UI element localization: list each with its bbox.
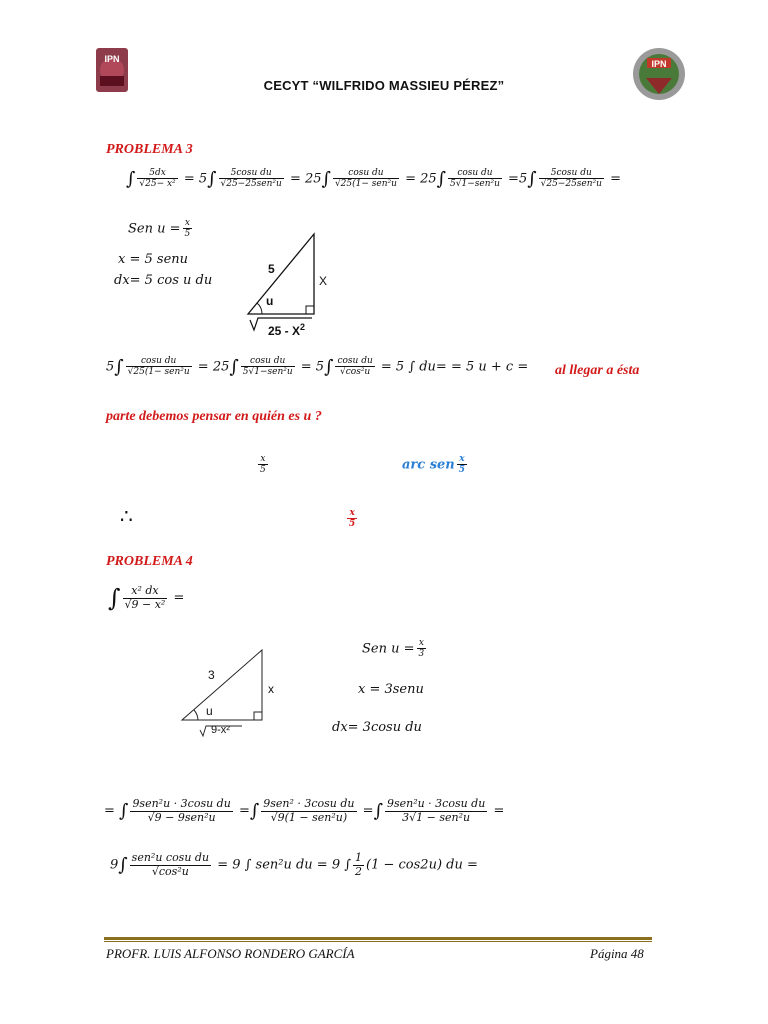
footer-divider-thin — [104, 941, 652, 942]
problema-4-triangle — [178, 646, 278, 742]
problema-3-fraction-b: $\frac{x}{5}$ — [349, 508, 356, 530]
svg-text:IPN: IPN — [651, 59, 667, 69]
problema-3-equation-1: ∫ $\frac{5dx}{\text{√25− x²}}$ = 5∫ $\frac{\text{5cosu du}}{\text{√25−25sen²u}}$ = 25∫ $\frac{\text{cosu du}}{\text{√25(1− sen²u}}$ = 25∫ $\frac{\text{cosu du}}{\text{5√1−sen²u}}$ =5∫ $\frac{\text{5cosu du}}{\text{√25−25sen²u}}$ = — [126, 168, 621, 190]
triangle-2-opposite-label: x — [268, 682, 274, 696]
problema-3-substitution-x: x = 5 senu — [118, 252, 189, 267]
triangle-hypotenuse-label: 5 — [268, 262, 275, 276]
triangle-2-hypotenuse-label: 3 — [208, 668, 215, 682]
problema-4-equation-3: 9∫ $\frac{\text{sen²u cosu du}}{\text{√cos²u}}$ = 9 ∫ sen²u du = 9 ∫ $\frac{1}{2}$ (1 − cos2u) du = — [110, 851, 478, 878]
problema-3-arc-sen: arc sen $\frac{x}{5}$ — [402, 454, 466, 476]
problema-4-title: PROBLEMA 4 — [106, 554, 193, 569]
problema-3-equation-2: 5∫ $\frac{\text{cosu du}}{\text{√25(1− sen²u}}$ = 25∫ $\frac{\text{cosu du}}{\text{5√1−sen²u}}$ = 5∫ $\frac{\text{cosu du}}{\text{√cos²u}}$ = 5 ∫ du= = 5 u + c = — [106, 356, 529, 378]
problema-4-substitution-sen: Sen u = $\frac{x}{3}$ — [362, 638, 425, 660]
footer-author: PROFR. LUIS ALFONSO RONDERO GARCÍA — [106, 946, 355, 961]
triangle-adjacent-label: $25 - X^2$ — [268, 322, 306, 338]
footer-divider-thick — [104, 937, 652, 940]
problema-4-substitution-x: x = 3senu — [358, 682, 424, 697]
triangle-2-adjacent-label: 9-x² — [211, 724, 230, 736]
page-header-title: CECYT “WILFRIDO MASSIEU PÉREZ” — [263, 78, 505, 93]
problema-3-title: PROBLEMA 3 — [106, 142, 193, 157]
problema-3-note-1: al llegar a ésta — [555, 363, 640, 378]
triangle-opposite-label: X — [319, 274, 328, 288]
svg-text:IPN: IPN — [104, 54, 120, 64]
problema-3-substitution-dx: dx= 5 cos u du — [114, 273, 213, 288]
triangle-angle-label: u — [266, 294, 274, 308]
problema-4-equation-1: ∫ $\frac{\text{x² dx}}{\text{√9 − x²}}$ = — [108, 583, 185, 612]
problema-3-note-2: parte debemos pensar en quién es u ? — [106, 409, 322, 424]
problema-3-fraction-a: $\frac{x}{5}$ — [260, 454, 266, 476]
problema-3-substitution-sen: Sen u = $\frac{x}{5}$ — [128, 218, 191, 240]
therefore-symbol: ∴ — [120, 504, 133, 528]
logo-right — [632, 44, 686, 104]
triangle-2-angle-label: u — [206, 704, 213, 718]
problema-3-triangle — [240, 228, 360, 346]
footer-page-number: Página 48 — [590, 946, 644, 961]
problema-4-equation-2: = ∫ $\frac{\text{9sen²u · 3cosu du}}{\text{√9 − 9sen²u}}$ =∫ $\frac{\text{9sen² · 3cosu du}}{\text{√9(1 − sen²u)}}$ =∫ $\frac{\text{9sen²u · 3cosu du}}{\text{3√1 − sen²u}}$ = — [104, 797, 505, 824]
problema-4-substitution-dx: dx= 3cosu du — [332, 720, 422, 735]
